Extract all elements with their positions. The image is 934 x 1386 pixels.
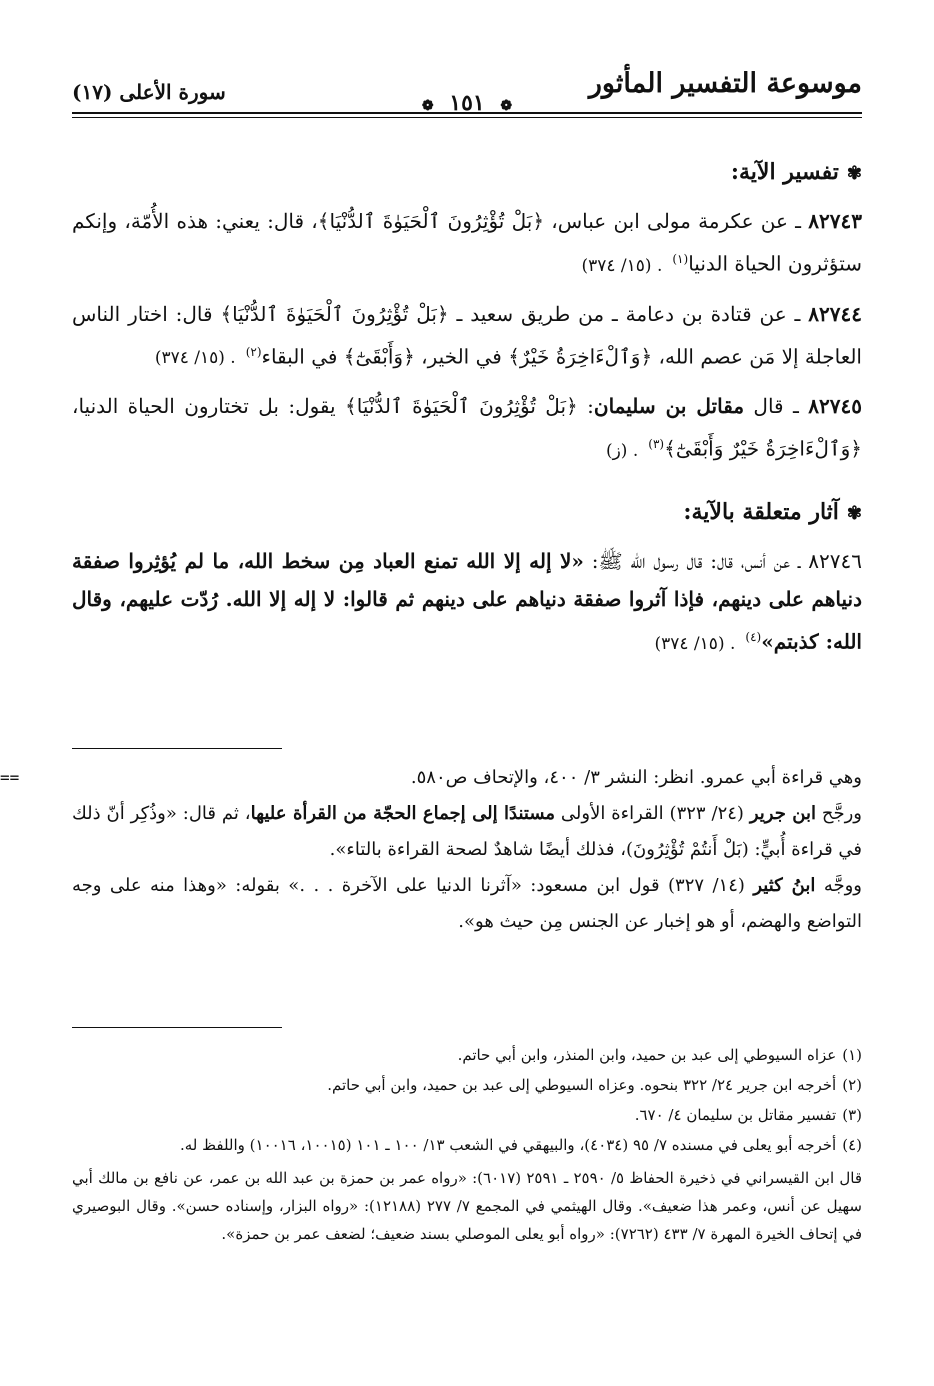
footnote-marker[interactable]: (٤): [745, 629, 762, 644]
note-paragraph: وهي قراءة أبي عمرو. انظر: النشر ٣/ ٤٠٠، والإتحاف ص٥٨٠.: [410, 767, 862, 788]
ayah-quote: ﴿بَلْ تُؤْثِرُونَ ٱلْحَيَوٰةَ ٱلدُّنْيَا﴾: [317, 209, 545, 233]
volume-reference: . (ز): [605, 440, 639, 461]
entry-text: ـ قال: [744, 394, 809, 419]
editor-notes: [0, 760, 863, 940]
footnote-item: (٤)أخرجه أبو يعلى في مسنده ٧/ ٩٥ (٤٠٣٤)، والبيهقي في الشعب ١٣/ ١٠٠ ـ ١٠١ (١٠٠١٥، ١٠٠١٦) واللفظ له.: [179, 1136, 862, 1154]
entry-number: ٨٢٧٤٦: [808, 548, 862, 573]
entry-text: قال: اختار الناس العاجلة إلا مَن عصم الله، ﴿وَٱلْءَاخِرَةُ خَيْرٌ﴾ في الخير، ﴿وَأَبْقَىٰٓ﴾ في البقاء: [72, 301, 862, 369]
footnote-marker[interactable]: (١): [672, 252, 689, 266]
header-rule-thin: [72, 117, 862, 118]
volume-reference: . (١٥/ ٣٧٤): [154, 348, 236, 369]
ornament-icon: ❁: [500, 98, 513, 114]
entry-82743: [72, 202, 862, 285]
note-paragraph: ووجَّه ابنُ كثير (١٤/ ٣٢٧) قول ابن مسعود: «آثرنا الدنيا على الآخرة . . .» بقوله: «وهذا منه على وجه التواضع والهضم، أو هو إخبار عن الجنس مِن حيث هو».: [72, 875, 862, 932]
flower-icon: ✾: [846, 163, 862, 184]
footnote-item: (١)عزاه السيوطي إلى عبد بن حميد، وابن المنذر، وابن أبي حاتم.: [457, 1046, 862, 1064]
footnote-extra: قال ابن القيسراني في ذخيرة الحفاظ ٥/ ٢٥٩٠ ـ ٢٥٩١ (٦٠١٧): «رواه عمر بن حمزة بن عبد الله بن عمر، عن نافع بن مالك أبي سهيل عن أنس، وعمر هذا ضعيف». وقال الهيثمي في المجمع ٧/ ٢٧٧ (١٢١٨٨): «رواه البزار، وإسناده حسن». وقال البوصيري في إتحاف الخيرة المهرة ٧/ ٤٣٣ (٧٢٦٢): «رواه أبو يعلى الموصلي بسند ضعيف؛ لضعف عمر بن حمزة».: [72, 1169, 863, 1243]
entry-text: يقول: بل تختارون الحياة الدنيا، ﴿وَٱلْءَاخِرَةُ خَيْرٌ وَأَبْقَىٰٓ﴾: [72, 394, 862, 461]
entry-text: ، قال: يعني: هذه الأُمّة، وإنكم ستؤثرون الحياة الدنيا: [72, 209, 862, 276]
page-number: ١٥١: [449, 90, 485, 116]
footnote-marker[interactable]: (٢): [245, 344, 262, 359]
main-content: [72, 150, 862, 663]
notes-separator: [72, 748, 282, 749]
series-title: موسوعة التفسير المأثور: [588, 68, 862, 99]
note-paragraph: ورجَّح ابن جرير (٢٤/ ٣٢٣) القراءة الأولى مستندًا إلى إجماع الحجّة من القرأة عليها، ثم قال: «وذُكِر أنّ ذلك في قراءة أُبيٍّ: (بَلْ أَنتُمْ تُؤْثِرُونَ)، فذلك أيضًا شاهدٌ لصحة القراءة بالتاء».: [72, 803, 863, 860]
ornament-icon: ❁: [421, 98, 434, 114]
continuation-mark: ==: [0, 768, 20, 787]
header-rule: [72, 112, 862, 114]
hadith-text: «لا إله إلا الله تمنع العباد مِن سخط الله، ما لم يُؤثِروا صفقة دنياهم على دينهم، فإذا آثروا صفقة دنياهم على دينهم ثم قالوا: لا إله إلا الله. رُدّت عليهم، وقال الله: كذبتم»: [72, 548, 862, 654]
flower-icon: ✾: [846, 502, 862, 524]
volume-reference: . (١٥/ ٣٧٤): [654, 633, 736, 654]
entry-number: ٨٢٧٤٣: [808, 209, 862, 233]
footnotes: [72, 1040, 862, 1248]
ayah-quote: ﴿بَلْ تُؤْثِرُونَ ٱلْحَيَوٰةَ ٱلدُّنْيَا﴾: [345, 394, 578, 419]
footnote-item: (٣)تفسير مقاتل بن سليمان ٤/ ٦٧٠.: [634, 1106, 862, 1124]
entry-82745: [72, 387, 862, 470]
entry-text: ـ عن قتادة بن دعامة ـ من طريق سعيد ـ: [448, 301, 809, 326]
ayah-quote: ﴿بَلْ تُؤْثِرُونَ ٱلْحَيَوٰةَ ٱلدُّنْيَا﴾: [220, 301, 449, 326]
surah-label: سورة الأعلى (١٧): [72, 80, 226, 104]
entry-number: ٨٢٧٤٤: [808, 301, 862, 326]
volume-reference: . (١٥/ ٣٧٤): [581, 255, 663, 276]
entry-number: ٨٢٧٤٥: [808, 394, 862, 419]
entry-82746: [72, 542, 862, 663]
section-title-athar: ✾آثار متعلقة بالآية:: [683, 498, 862, 525]
entry-text: ـ عن أنس، قال: قال رسول الله ﷺ:: [583, 548, 809, 573]
footnotes-separator: [72, 1027, 282, 1028]
page-header: [72, 62, 862, 122]
narrator-name: مقاتل بن سليمان: [593, 394, 745, 419]
footnote-marker[interactable]: (٣): [648, 437, 665, 452]
section-title-tafsir: ✾تفسير الآية:: [730, 159, 862, 185]
entry-text: :: [577, 394, 594, 419]
entry-82744: [72, 295, 862, 378]
footnote-item: (٢)أخرجه ابن جرير ٢٤/ ٣٢٢ بنحوه. وعزاه السيوطي إلى عبد بن حميد، وابن أبي حاتم.: [327, 1076, 862, 1094]
entry-text: ـ عن عكرمة مولى ابن عباس،: [544, 209, 809, 233]
